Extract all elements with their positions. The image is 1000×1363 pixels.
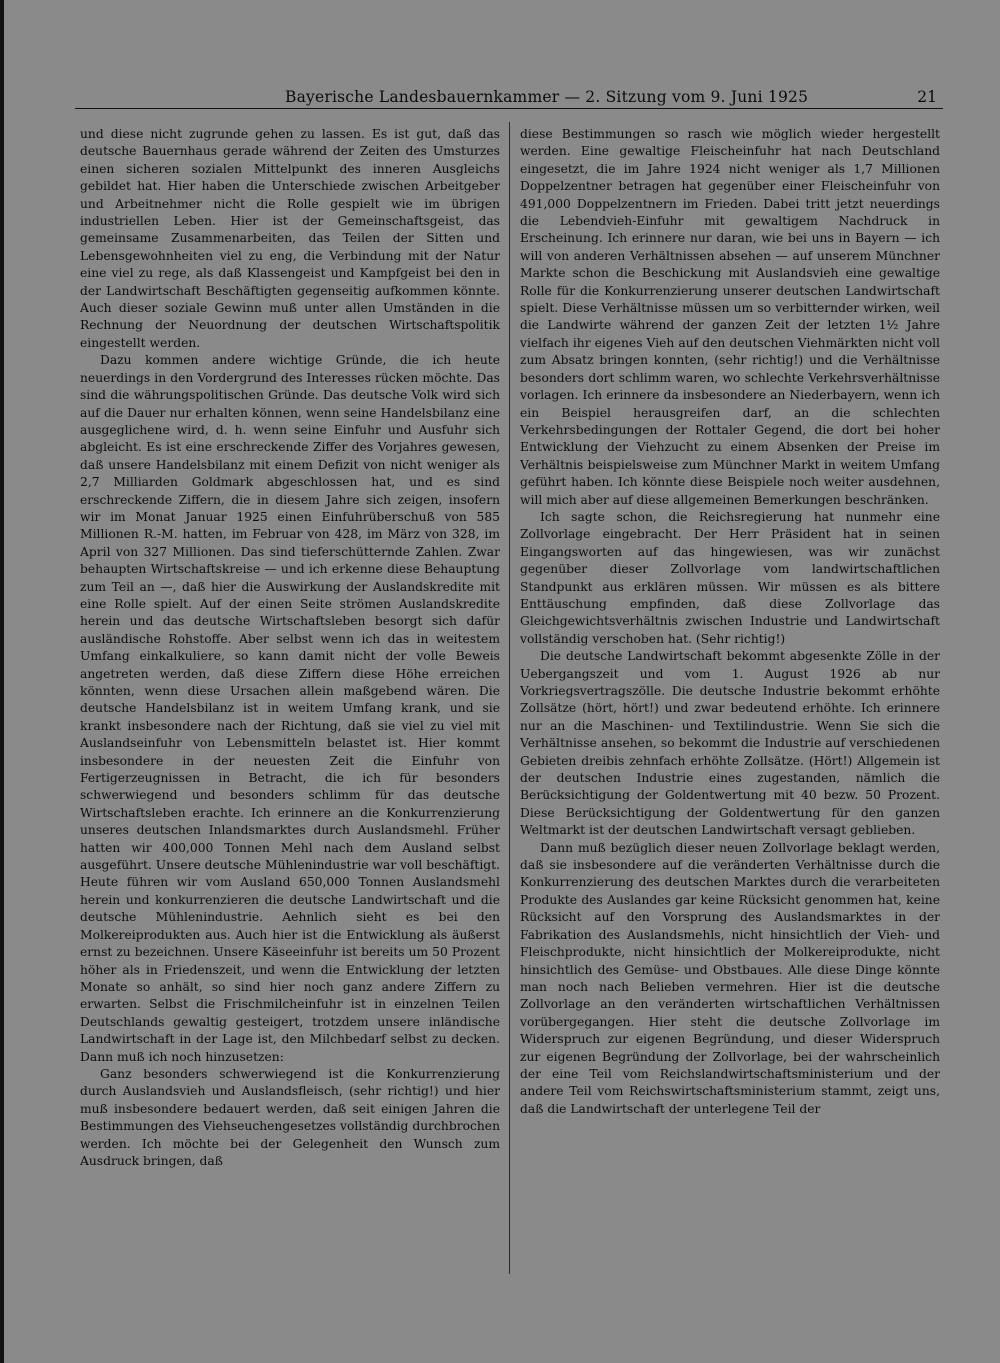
paragraph: diese Bestimmungen so rasch wie möglich wieder hergestellt werden. Eine gewaltige Fleischeinfuhr hat nach Deutschland eingesetzt, die im Jahre 1924 nicht weniger als 1,7 Millionen Doppelzentner betragen hat gegenüber einer Fleischeinfuhr von 491,000 Doppelzentnern im Frieden. Dabei tritt jetzt neuerdings die Lebendvieh-Einfuhr mit gewaltigem Nachdruck in Erscheinung. Ich erinnere nur daran, wie bei uns in Bayern — ich will von anderen Verhältnissen absehen — auf unserem Münchner Markte schon die Beschickung mit Auslandsvieh eine gewaltige Rolle für die Konkurrenzierung unserer deutschen Landwirtschaft spielt. Diese Verhältnisse müssen um so verbitternder wirken, weil die Landwirte während der ganzen Zeit der letzten 1½ Jahre vielfach ihr eigenes Vieh auf den deutschen Viehmärkten nicht voll zum Absatz bringen konnten, (sehr richtig!) und die Verhältnisse besonders dort schlimm waren, wo schlechte Verkehrsverhältnisse vorlagen. Ich erinnere da insbesondere an Niederbayern, wenn ich ein Beispiel herausgreifen darf, an die schlechten Verkehrsbedingungen der Rottaler Gegend, die dort bei hoher Entwicklung der Viehzucht zu einem Absenken der Preise im Verhältnis beispielsweise zum Münchner Markt in weitem Umfang geführt haben. Ich könnte diese Beispiele noch weiter ausdehnen, will mich aber auf diese allgemeinen Bemerkungen beschränken. — [520, 127, 940, 507]
paragraph: Dann muß bezüglich dieser neuen Zollvorlage beklagt werden, daß sie insbesondere auf die veränderten Verhältnisse durch die Konkurrenzierung des deutschen Marktes durch die verarbeiteten Produkte des Auslandes gar keine Rücksicht genommen hat, keine Rücksicht auf den Vorsprung des Auslandsmarktes in der Fabrikation des Auslandsmehls, nicht hinsichtlich der Vieh- und Fleischprodukte, nicht hinsichtlich der Molkereiprodukte, nicht hinsichtlich des Gemüse- und Obstbaues. Alle diese Dinge könnte man noch nach Belieben vermehren. Hier ist die deutsche Zollvorlage an den veränderten wirtschaftlichen Verhältnissen vorübergegangen. Hier steht die deutsche Zollvorlage im Widerspruch zur eigenen Begründung, und dieser Widerspruch zur eigenen Begründung der Zollvorlage, bei der wahrscheinlich der eine Teil vom Reichslandwirtschaftsministerium und der andere Teil vom Reichswirtschaftsministerium stammt, zeigt uns, daß die Landwirtschaft der unterlegene Teil der — [520, 840, 940, 1116]
left-column — [80, 126, 500, 1170]
paragraph: Ganz besonders schwerwiegend ist die Konkurrenzierung durch Auslandsvieh und Auslandsfleisch, (sehr richtig!) und hier muß insbesondere bedauert werden, daß seit einigen Jahren die Bestimmungen des Viehseuchengesetzes vollständig durchbrochen werden. Ich möchte bei der Gelegenheit den Wunsch zum Ausdruck bringen, daß — [80, 1066, 500, 1168]
page-number: 21 — [917, 88, 937, 106]
scan-edge — [0, 0, 4, 1363]
page-header — [75, 84, 943, 109]
paragraph: und diese nicht zugrunde gehen zu lassen. Es ist gut, daß das deutsche Bauernhaus gerade während der Zeiten des Umsturzes einen sicheren sozialen Mittelpunkt des inneren Ausgleichs gebildet hat. Hier haben die Unterschiede zwischen Arbeitgeber und Arbeitnehmer nicht die Rolle gespielt wie im übrigen industriellen Leben. Hier ist der Gemeinschaftsgeist, das gemeinsame Zusammenarbeiten, das Teilen der Sitten und Lebensgewohnheiten viel zu eng, die Verbindung mit der Natur eine viel zu rege, als daß Klassengeist und Kampfgeist bei den in der Landwirtschaft Beschäftigten gegenseitig aufkommen könnte. Auch dieser soziale Gewinn muß unter allen Umständen in die Rechnung der Neuordnung der deutschen Wirtschaftspolitik eingestellt werden. — [80, 127, 500, 350]
right-column — [520, 126, 940, 1118]
column-divider — [509, 122, 510, 1274]
paragraph: Ich sagte schon, die Reichsregierung hat nunmehr eine Zollvorlage eingebracht. Der Herr Präsident hat in seinen Eingangsworten auf das hingewiesen, was wir zunächst gegenüber dieser Zollvorlage vom landwirtschaftlichen Standpunkt aus erklären müssen. Wir müssen es als bittere Enttäuschung empfinden, daß diese Zollvorlage das Gleichgewichtsverhältnis zwischen Industrie und Landwirtschaft vollständig verschoben hat. (Sehr richtig!) — [520, 509, 940, 646]
paragraph: Dazu kommen andere wichtige Gründe, die ich heute neuerdings in den Vordergrund des Interesses rücken möchte. Das sind die währungspolitischen Gründe. Das deutsche Volk wird sich auf die Dauer nur erhalten können, wenn seine Handelsbilanz eine ausgeglichene wird, d. h. wenn seine Einfuhr und Ausfuhr sich abgleicht. Es ist eine erschreckende Ziffer des Vorjahres gewesen, daß unsere Handelsbilanz mit einem Defizit von nicht weniger als 2,7 Milliarden Goldmark abgeschlossen hat, und es sind erschreckende Ziffern, die in diesem Jahre sich zeigen, insofern wir im Monat Januar 1925 einen Einfuhrüberschuß von 585 Millionen R.-M. hatten, im Februar von 428, im März von 328, im April von 327 Millionen. Das sind tieferschütternde Zahlen. Zwar behaupten Wirtschaftskreise — und ich erkenne diese Behauptung zum Teil an —, daß hier die Auswirkung der Auslandskredite mit eine Rolle spielt. Auf der einen Seite strömen Auslandskredite herein und das deutsche Wirtschaftsleben besorgt sich dafür ausländische Rohstoffe. Aber selbst wenn ich das in weitestem Umfang einkalkuliere, so kann damit nicht der volle Beweis angetreten werden, daß diese Ziffern diese Höhe erreichen könnten, wenn diese Ursachen allein maßgebend wären. Die deutsche Handelsbilanz ist in weitem Umfang krank, und sie krankt insbesondere nach der Richtung, daß sie viel zu viel mit Auslandseinfuhr von Lebensmitteln belastet ist. Hier kommt insbesondere in der neuesten Zeit die Einfuhr von Fertigerzeugnissen in Betracht, die ich für besonders schwerwiegend und besonders schlimm für das deutsche Wirtschaftsleben erachte. Ich erinnere an die Konkurrenzierung unseres deutschen Inlandsmarktes durch Auslandsmehl. Früher hatten wir 400,000 Tonnen Mehl nach dem Ausland selbst ausgeführt. Unsere deutsche Mühlenindustrie war voll beschäftigt. Heute führen wir vom Ausland 650,000 Tonnen Auslandsmehl herein und konkurrenzieren die deutsche Landwirtschaft und die deutsche Mühlenindustrie. Aehnlich sieht es bei den Molkereiprodukten aus. Auch hier ist die Entwicklung als äußerst ernst zu bezeichnen. Unsere Käseeinfuhr ist bereits um 50 Prozent höher als in Friedenszeit, und wenn die Entwicklung der letzten Monate so anhält, so sind hier noch ganz andere Ziffern zu erwarten. Selbst die Frischmilcheinfuhr ist in einzelnen Teilen Deutschlands gewaltig gesteigert, trotzdem unsere inländische Landwirtschaft in der Lage ist, den Milchbedarf selbst zu decken. Dann muß ich noch hinzusetzen: — [80, 353, 500, 1064]
running-title: Bayerische Landesbauernkammer — 2. Sitzung vom 9. Juni 1925 — [285, 88, 809, 106]
paragraph: Die deutsche Landwirtschaft bekommt abgesenkte Zölle in der Uebergangszeit und vom 1. August 1926 ab nur Vorkriegsvertragszölle. Die deutsche Industrie bekommt erhöhte Zollsätze (hört, hört!) und zwar bedeutend erhöhte. Ich erinnere nur an die Maschinen- und Textilindustrie. Wenn Sie sich die Verhältnisse ansehen, so bekommt die Industrie auf verschiedenen Gebieten dreibis zehnfach erhöhte Zollsätze. (Hört!) Allgemein ist der deutschen Industrie eines zugestanden, nämlich die Berücksichtigung der Goldentwertung mit 40 bezw. 50 Prozent. Diese Berücksichtigung der Goldentwertung für den ganzen Weltmarkt ist der deutschen Landwirtschaft versagt geblieben. — [520, 649, 940, 838]
